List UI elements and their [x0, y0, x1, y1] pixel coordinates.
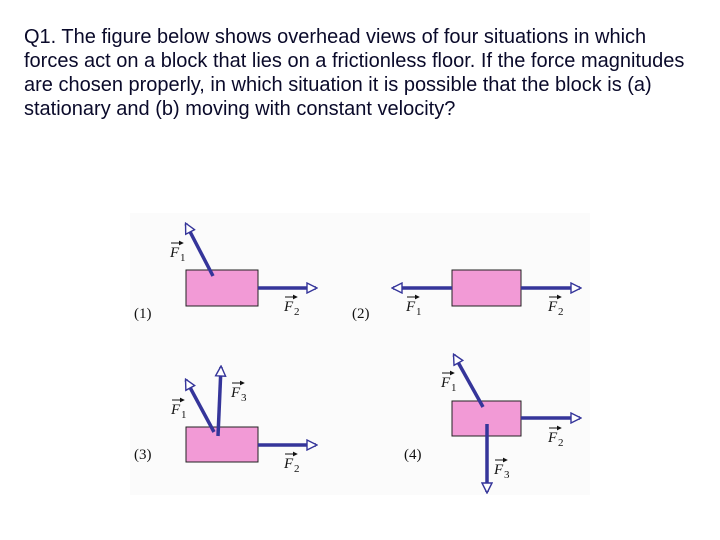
svg-text:3: 3: [241, 392, 247, 404]
question-text: Q1. The figure below shows overhead views of four situations in which forces act on a block that lies on a frictionless floor. If the force magnitudes are chosen properly, in which situation it is possible that the block is (a) stationary and (b) moving with constant velocity?: [24, 26, 685, 120]
force-arrow-f1: [186, 224, 213, 276]
svg-text:F: F: [441, 375, 451, 391]
label-f1: [169, 243, 186, 264]
svg-text:F: F: [171, 402, 181, 418]
label-f2: [283, 454, 300, 475]
svg-text:F: F: [548, 299, 558, 315]
situation-label-1: (1): [134, 306, 152, 322]
situation-label-2: (2): [352, 306, 370, 322]
svg-text:1: 1: [180, 252, 186, 264]
svg-text:2: 2: [294, 306, 300, 318]
svg-text:F: F: [284, 299, 294, 315]
label-f2: [547, 428, 564, 449]
svg-text:F: F: [406, 299, 416, 315]
label-f1: [440, 373, 457, 394]
situation-4: [404, 355, 580, 492]
svg-text:F: F: [284, 456, 294, 472]
situation-3: [134, 367, 316, 475]
svg-text:2: 2: [558, 306, 564, 318]
svg-text:2: 2: [294, 463, 300, 475]
situation-label-3: (3): [134, 447, 152, 463]
label-f3: [230, 383, 247, 404]
svg-text:2: 2: [558, 437, 564, 449]
block-3: [186, 427, 258, 462]
svg-text:F: F: [231, 385, 241, 401]
label-f1: [170, 400, 187, 421]
force-arrow-f3: [218, 367, 221, 436]
label-f3: [493, 460, 510, 481]
label-f2: [547, 297, 564, 318]
situation-2: [352, 270, 580, 322]
svg-text:F: F: [494, 462, 504, 478]
force-arrow-f1: [454, 355, 483, 407]
block-1: [186, 270, 258, 306]
label-f2: [283, 297, 300, 318]
situation-1: [134, 224, 316, 322]
situation-label-4: (4): [404, 447, 422, 463]
svg-text:1: 1: [416, 306, 422, 318]
svg-text:1: 1: [451, 382, 457, 394]
label-f1: [405, 297, 422, 318]
svg-text:1: 1: [181, 409, 187, 421]
force-arrow-f1: [186, 380, 214, 432]
svg-text:F: F: [548, 430, 558, 446]
svg-text:F: F: [170, 245, 180, 261]
block-2: [452, 270, 521, 306]
svg-text:3: 3: [504, 469, 510, 481]
